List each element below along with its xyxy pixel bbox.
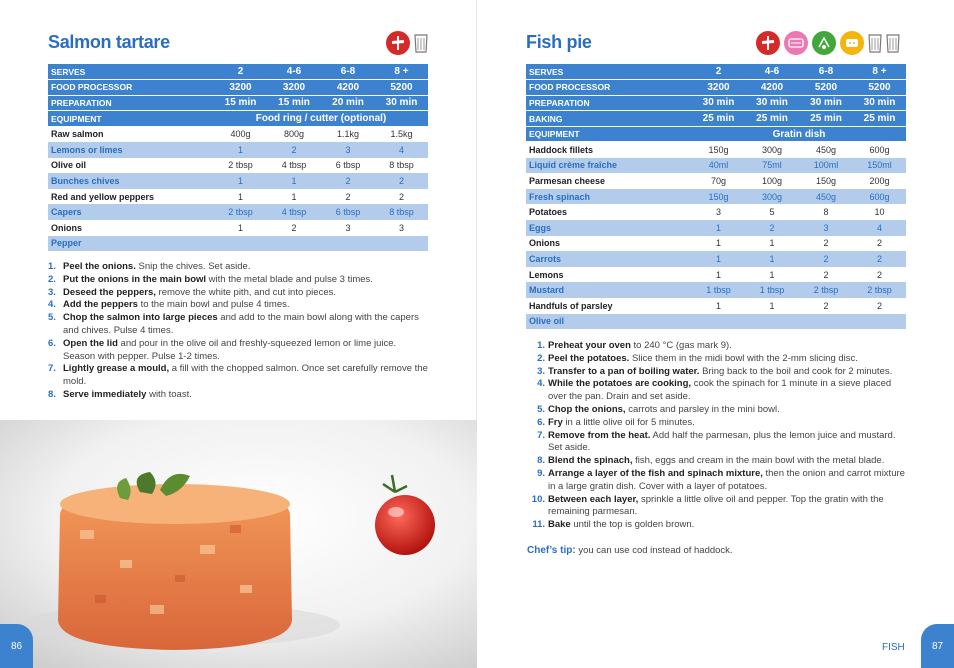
spec-value: 4-6: [745, 64, 799, 80]
ingredient-quantity: 1: [745, 251, 799, 267]
step-text: [63, 338, 430, 364]
method-step: [48, 261, 430, 274]
ingredient-row: [526, 189, 906, 205]
slicing-disc-icon: [784, 31, 808, 55]
ingredient-quantity: 1: [214, 189, 267, 205]
ingredient-quantity: 1.1kg: [321, 126, 375, 142]
bowl-icon: [868, 32, 882, 54]
ingredient-quantity: 1.5kg: [375, 126, 428, 142]
spec-value: 3200: [214, 80, 267, 96]
spec-value: 30 min: [745, 95, 799, 111]
ingredient-quantity: 70g: [692, 173, 745, 189]
method-step: [48, 338, 430, 364]
step-number: 5.: [537, 403, 545, 415]
accessory-icons-right: [756, 31, 900, 55]
ingredient-row: [526, 173, 906, 189]
ingredient-quantity: 1: [745, 236, 799, 252]
ingredient-quantity: 150g: [692, 142, 745, 158]
method-step: [526, 353, 908, 366]
step-lead: Chop the onions,: [548, 403, 626, 415]
ingredient-quantity: 150ml: [853, 158, 906, 174]
ingredient-quantity: 1: [214, 142, 267, 158]
ingredient-quantity: 2: [799, 298, 853, 314]
ingredient-quantity: 600g: [853, 189, 906, 205]
step-body: a fill with the chopped salmon. Once set carefully remove the mold.: [63, 363, 428, 388]
spec-value: 30 min: [375, 95, 428, 111]
spec-label: SERVES: [526, 64, 692, 80]
step-number: 8.: [48, 388, 56, 400]
method-step: [526, 519, 908, 532]
method-step: [48, 274, 430, 287]
ingredient-quantity: 1: [692, 236, 745, 252]
spec-row: [526, 126, 906, 142]
step-lead: Transfer to a pan of boiling water.: [548, 365, 700, 377]
step-number: 8.: [537, 455, 545, 467]
step-body: and add to the main bowl along with the capers and chives. Pulse 4 times.: [63, 312, 419, 336]
ingredient-quantity: 1: [267, 173, 321, 189]
step-lead: Serve immediately: [63, 388, 147, 400]
spec-label: BAKING: [526, 111, 692, 127]
method-step: [526, 455, 908, 468]
step-lead: Bake: [548, 519, 571, 531]
ingredient-quantity: 2: [853, 298, 906, 314]
step-text: [548, 378, 908, 404]
method-step: [48, 299, 430, 312]
ingredient-quantity: [853, 314, 906, 330]
ingredient-row: [48, 126, 428, 142]
bowl-icon: [886, 32, 900, 54]
ingredient-name: Capers: [48, 204, 214, 220]
step-body: until the top is golden brown.: [570, 519, 695, 531]
ingredient-quantity: 2: [267, 142, 321, 158]
ingredient-quantity: 1: [745, 267, 799, 283]
ingredient-quantity: 2: [799, 236, 853, 252]
chefs-tip-label: Chef’s tip:: [527, 545, 576, 556]
ingredient-quantity: 1 tbsp: [745, 282, 799, 298]
ingredient-row: [48, 204, 428, 220]
blade-tool-icon: [756, 31, 780, 55]
spec-value: 15 min: [267, 95, 321, 111]
step-body: with toast.: [146, 388, 192, 400]
ingredient-quantity: 2: [321, 189, 375, 205]
page-number-right: 87: [921, 624, 954, 668]
step-number: 4.: [48, 299, 56, 311]
ingredient-name: Lemons: [526, 267, 692, 283]
step-text: [548, 366, 908, 379]
step-number: 1.: [537, 340, 545, 351]
spec-value: 4200: [745, 80, 799, 96]
spec-value: 2: [692, 64, 745, 80]
method-steps-fish-pie: [526, 340, 908, 532]
step-body: Snip the chives. Set aside.: [135, 261, 251, 272]
ingredient-quantity: 300g: [745, 142, 799, 158]
method-step: [526, 430, 908, 456]
ingredient-quantity: 8 tbsp: [375, 158, 428, 174]
ingredient-quantity: 150g: [692, 189, 745, 205]
spec-value: Food ring / cutter (optional): [214, 111, 428, 127]
step-lead: Add the peppers: [63, 299, 138, 311]
ingredient-row: [526, 142, 906, 158]
ingredient-quantity: 150g: [799, 173, 853, 189]
ingredient-quantity: 8 tbsp: [375, 204, 428, 220]
method-step: [526, 468, 908, 494]
ingredient-quantity: [267, 236, 321, 252]
ingredient-quantity: 2 tbsp: [214, 204, 267, 220]
step-body: Bring back to the boil and cook for 2 minutes.: [699, 365, 893, 377]
step-text: [548, 417, 908, 430]
chefs-tip-text: you can use cod instead of haddock.: [575, 545, 733, 556]
ingredient-quantity: 4: [853, 220, 906, 236]
spec-value: 25 min: [799, 111, 853, 127]
ingredient-quantity: 1: [692, 220, 745, 236]
step-body: in a little olive oil for 5 minutes.: [562, 416, 695, 428]
step-text: [548, 353, 908, 366]
ingredient-quantity: 2: [853, 267, 906, 283]
grater-icon: [840, 31, 864, 55]
step-text: [548, 494, 908, 520]
spec-value: 30 min: [853, 95, 906, 111]
spec-value: 4200: [321, 80, 375, 96]
ingredient-quantity: 800g: [267, 126, 321, 142]
step-text: [63, 274, 430, 287]
ingredient-quantity: 3: [375, 220, 428, 236]
ingredient-quantity: 2: [853, 251, 906, 267]
blade-tool-icon: [386, 31, 410, 55]
step-lead: Peel the potatoes.: [548, 352, 630, 364]
ingredient-quantity: 40ml: [692, 158, 745, 174]
ingredient-row: [48, 173, 428, 189]
step-text: [548, 455, 908, 468]
ingredient-row: [48, 142, 428, 158]
spec-label: PREPARATION: [48, 95, 214, 111]
step-text: [548, 519, 908, 532]
method-steps-salmon: [48, 261, 430, 402]
spec-value: 2: [214, 64, 267, 80]
spec-label: EQUIPMENT: [526, 126, 692, 142]
method-step: [526, 417, 908, 430]
step-text: [548, 430, 908, 456]
ingredient-quantity: [799, 314, 853, 330]
step-lead: Chop the salmon into large pieces: [63, 312, 218, 324]
step-body: then the onion and carrot mixture in a large gratin dish. Cover with a layer of potatoes.: [548, 467, 905, 492]
step-text: [63, 312, 430, 338]
ingredient-name: Potatoes: [526, 204, 692, 220]
ingredient-quantity: 4: [375, 142, 428, 158]
method-step: [526, 378, 908, 404]
step-text: [63, 299, 430, 312]
step-number: 6.: [48, 337, 56, 349]
method-step: [48, 363, 430, 389]
ingredient-quantity: 1: [692, 267, 745, 283]
spec-label: FOOD PROCESSOR: [48, 80, 214, 96]
step-number: 5.: [48, 312, 56, 324]
step-number: 10.: [531, 493, 545, 505]
step-number: 3.: [537, 365, 545, 377]
ingredient-row: [526, 220, 906, 236]
step-lead: Remove from the heat.: [548, 429, 651, 441]
method-step: [526, 340, 908, 353]
step-number: 1.: [48, 261, 56, 272]
ingredient-quantity: 75ml: [745, 158, 799, 174]
step-text: [63, 261, 430, 274]
spec-value: 30 min: [799, 95, 853, 111]
ingredient-quantity: 3: [692, 204, 745, 220]
ingredient-row: [48, 236, 428, 252]
step-body: Add half the parmesan, plus the lemon juice and mustard. Set aside.: [548, 429, 896, 454]
spec-row: [526, 80, 906, 96]
ingredient-quantity: 3: [799, 220, 853, 236]
spec-value: 5200: [799, 80, 853, 96]
ingredient-row: [526, 204, 906, 220]
chefs-tip: [527, 545, 733, 556]
spec-row: [48, 111, 428, 127]
ingredient-quantity: 4 tbsp: [267, 158, 321, 174]
ingredient-quantity: 2 tbsp: [214, 158, 267, 174]
ingredient-quantity: 1 tbsp: [692, 282, 745, 298]
ingredient-name: Parmesan cheese: [526, 173, 692, 189]
ingredient-name: Bunches chives: [48, 173, 214, 189]
ingredient-name: Haddock fillets: [526, 142, 692, 158]
spec-value: 25 min: [853, 111, 906, 127]
ingredient-name: Eggs: [526, 220, 692, 236]
ingredient-row: [526, 251, 906, 267]
ingredient-quantity: 450g: [799, 142, 853, 158]
step-body: Slice them in the midi bowl with the 2-mm slicing disc.: [629, 352, 858, 364]
spec-row: [48, 80, 428, 96]
ingredient-quantity: 2: [267, 220, 321, 236]
step-lead: While the potatoes are cooking,: [548, 378, 692, 390]
method-step: [526, 366, 908, 379]
ingredient-quantity: [375, 236, 428, 252]
spec-value: 3200: [267, 80, 321, 96]
ingredient-quantity: 3: [321, 142, 375, 158]
ingredient-quantity: 8: [799, 204, 853, 220]
salmon-tartare-photo: [0, 420, 477, 668]
ingredient-name: Fresh spinach: [526, 189, 692, 205]
ingredient-row: [526, 267, 906, 283]
spec-row: [526, 95, 906, 111]
ingredient-row: [48, 220, 428, 236]
method-step: [48, 312, 430, 338]
ingredient-row: [526, 282, 906, 298]
ingredient-quantity: 300g: [745, 189, 799, 205]
step-number: 7.: [48, 363, 56, 375]
ingredient-quantity: 1: [692, 298, 745, 314]
spec-row: [526, 111, 906, 127]
step-number: 4.: [537, 378, 545, 390]
ingredient-row: [526, 314, 906, 330]
ingredient-quantity: 2: [799, 267, 853, 283]
step-body: carrots and parsley in the mini bowl.: [625, 403, 780, 415]
ingredient-quantity: 1: [214, 173, 267, 189]
ingredient-quantity: [745, 314, 799, 330]
step-text: [548, 340, 908, 353]
bowl-icon: [414, 32, 428, 54]
method-step: [526, 404, 908, 417]
ingredient-row: [526, 158, 906, 174]
ingredient-quantity: 600g: [853, 142, 906, 158]
spec-row: [48, 64, 428, 80]
ingredient-name: Mustard: [526, 282, 692, 298]
spec-row: [526, 64, 906, 80]
step-lead: Blend the spinach,: [548, 455, 633, 467]
ingredient-row: [526, 298, 906, 314]
step-number: 9.: [537, 467, 545, 479]
step-body: fish, eggs and cream in the main bowl with the metal blade.: [632, 455, 885, 467]
method-step: [48, 287, 430, 300]
ingredient-quantity: 1: [267, 189, 321, 205]
step-body: and pour in the olive oil and freshly-squeezed lemon or lime juice. Season with pepper. Pulse 1-2 times.: [63, 337, 397, 362]
spec-row: [48, 95, 428, 111]
step-lead: Peel the onions.: [63, 261, 136, 272]
spec-value: 5200: [853, 80, 906, 96]
ingredient-quantity: 400g: [214, 126, 267, 142]
ingredient-quantity: 450g: [799, 189, 853, 205]
ingredient-quantity: 2: [745, 220, 799, 236]
step-lead: Put the onions in the main bowl: [63, 273, 207, 285]
ingredient-row: [526, 236, 906, 252]
step-number: 3.: [48, 286, 56, 298]
step-number: 7.: [537, 429, 545, 441]
spec-value: 6-8: [321, 64, 375, 80]
page-number-left: 86: [0, 624, 33, 668]
ingredient-quantity: 4 tbsp: [267, 204, 321, 220]
method-step: [526, 494, 908, 520]
ingredient-name: Red and yellow peppers: [48, 189, 214, 205]
spec-value: 3200: [692, 80, 745, 96]
spec-value: 8 +: [853, 64, 906, 80]
step-body: remove the white pith, and cut into pieces.: [155, 286, 336, 298]
ingredient-row: [48, 158, 428, 174]
step-body: to 240 °C (gas mark 9).: [630, 340, 732, 351]
ingredient-quantity: 2 tbsp: [853, 282, 906, 298]
step-number: 2.: [48, 273, 56, 285]
step-number: 6.: [537, 416, 545, 428]
spec-label: FOOD PROCESSOR: [526, 80, 692, 96]
step-lead: Lightly grease a mould,: [63, 363, 170, 375]
spec-value: 8 +: [375, 64, 428, 80]
accessory-icons-left: [386, 31, 428, 55]
ingredient-quantity: 2: [321, 173, 375, 189]
ingredient-quantity: 1: [745, 298, 799, 314]
ingredient-name: Liquid crème fraîche: [526, 158, 692, 174]
step-lead: Between each layer,: [548, 493, 639, 505]
ingredient-quantity: 5: [745, 204, 799, 220]
ingredient-name: Pepper: [48, 236, 214, 252]
ingredient-quantity: 200g: [853, 173, 906, 189]
spec-label: SERVES: [48, 64, 214, 80]
ingredient-quantity: 2 tbsp: [799, 282, 853, 298]
spec-value: 25 min: [745, 111, 799, 127]
ingredient-quantity: 10: [853, 204, 906, 220]
step-text: [63, 389, 430, 402]
recipe-title-fish-pie: Fish pie: [526, 32, 592, 52]
spec-value: 20 min: [321, 95, 375, 111]
spec-label: EQUIPMENT: [48, 111, 214, 127]
recipe-title-salmon-tartare: Salmon tartare: [48, 32, 170, 52]
step-body: with the metal blade and pulse 3 times.: [206, 273, 373, 285]
spec-value: 4-6: [267, 64, 321, 80]
spec-value: 6-8: [799, 64, 853, 80]
ingredient-name: Raw salmon: [48, 126, 214, 142]
spec-value: 25 min: [692, 111, 745, 127]
ingredient-quantity: 6 tbsp: [321, 158, 375, 174]
ingredient-row: [48, 189, 428, 205]
ingredient-name: Olive oil: [48, 158, 214, 174]
step-text: [548, 468, 908, 494]
ingredient-quantity: 100ml: [799, 158, 853, 174]
ingredient-name: Carrots: [526, 251, 692, 267]
ingredient-quantity: 2: [799, 251, 853, 267]
ingredient-quantity: 100g: [745, 173, 799, 189]
step-text: [63, 363, 430, 389]
step-body: cook the spinach for 1 minute in a sieve placed over the pan. Drain and set aside.: [548, 378, 892, 403]
step-number: 11.: [532, 519, 545, 531]
step-lead: Arrange a layer of the fish and spinach mixture,: [548, 467, 763, 479]
spec-value: Gratin dish: [692, 126, 906, 142]
step-text: [548, 404, 908, 417]
ingredient-quantity: [692, 314, 745, 330]
ingredient-name: Lemons or limes: [48, 142, 214, 158]
step-lead: Preheat your oven: [548, 340, 631, 351]
ingredient-quantity: 1: [692, 251, 745, 267]
method-step: [48, 389, 430, 402]
step-lead: Fry: [548, 416, 563, 428]
mini-bowl-icon: [812, 31, 836, 55]
ingredient-quantity: [214, 236, 267, 252]
step-body: sprinkle a little olive oil and pepper. Top the gratin with the remaining parmesan.: [548, 493, 884, 518]
ingredients-table-fish-pie: [526, 64, 906, 329]
section-label: FISH: [882, 642, 905, 653]
ingredient-quantity: 6 tbsp: [321, 204, 375, 220]
step-number: 2.: [537, 352, 545, 364]
step-lead: Deseed the peppers,: [63, 286, 156, 298]
ingredient-name: Olive oil: [526, 314, 692, 330]
ingredient-quantity: 2: [375, 189, 428, 205]
ingredient-quantity: 3: [321, 220, 375, 236]
spec-value: 15 min: [214, 95, 267, 111]
spec-value: 30 min: [692, 95, 745, 111]
ingredient-quantity: [321, 236, 375, 252]
step-lead: Open the lid: [63, 337, 118, 349]
ingredient-quantity: 2: [853, 236, 906, 252]
spec-value: 5200: [375, 80, 428, 96]
ingredient-name: Handfuls of parsley: [526, 298, 692, 314]
ingredient-quantity: 2: [375, 173, 428, 189]
spec-label: PREPARATION: [526, 95, 692, 111]
step-body: to the main bowl and pulse 4 times.: [137, 299, 290, 311]
step-text: [63, 287, 430, 300]
ingredient-quantity: 1: [214, 220, 267, 236]
ingredient-name: Onions: [48, 220, 214, 236]
ingredient-name: Onions: [526, 236, 692, 252]
ingredients-table-salmon: [48, 64, 428, 251]
